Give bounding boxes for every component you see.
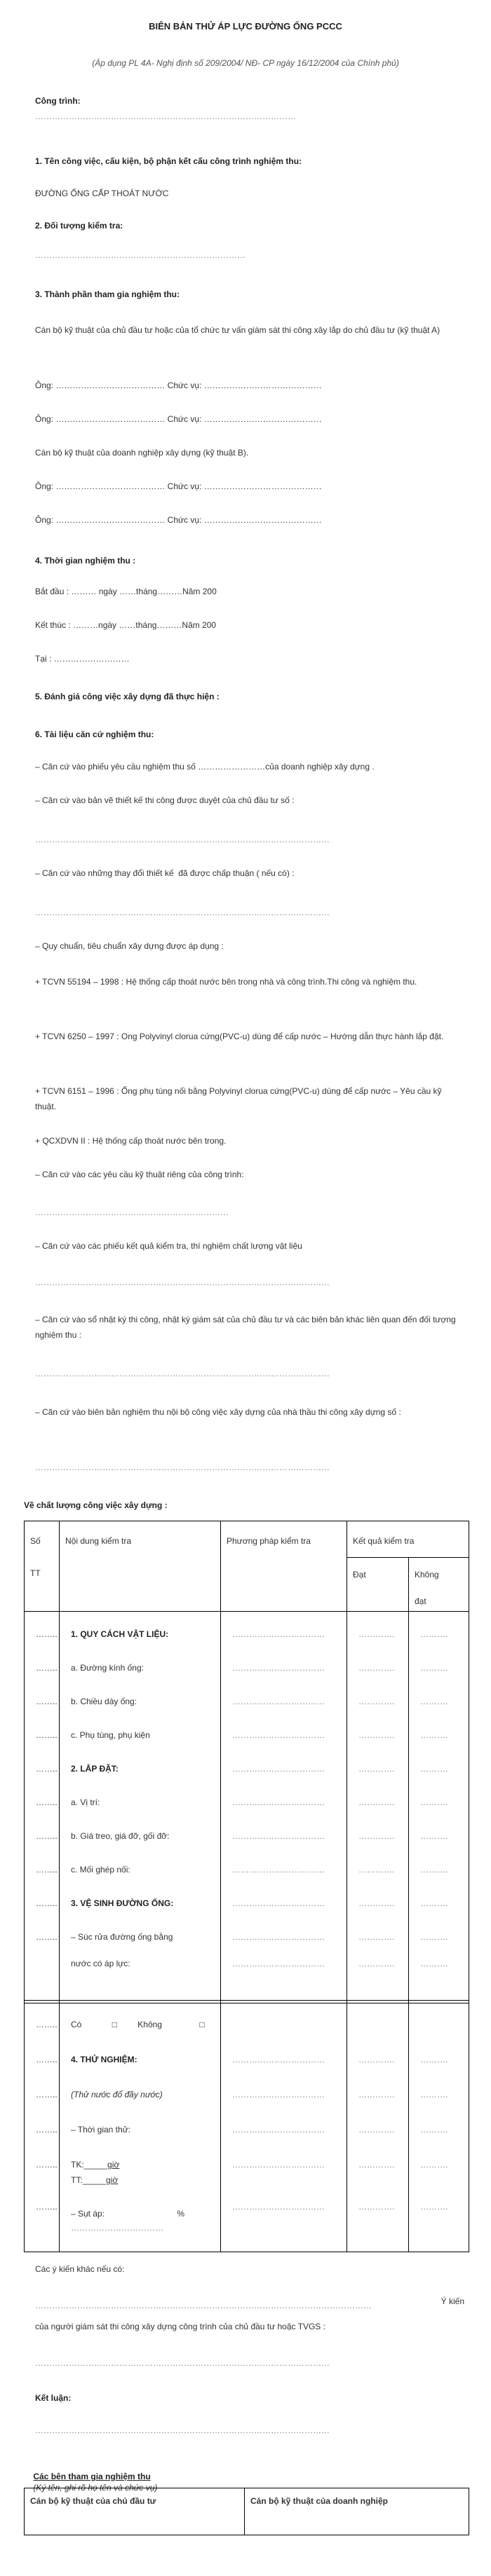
section-6-title: 6. Tài liệu căn cứ nghiệm thu: [35, 729, 154, 739]
section-6-h: – Căn cứ vào biên bản nghiệm thu nội bộ công việc xây dựng của nhà thầu thi công xây dựng số : [35, 1407, 401, 1417]
row-stt: …….. [36, 1663, 58, 1673]
row-dat: …………. [358, 1831, 395, 1841]
t2-kd-4: ………. [420, 2160, 448, 2170]
t2-sut-ap-dots: …………………………… [71, 2223, 163, 2233]
t2-col-kd [409, 2001, 469, 2252]
row-method: …………………………… [232, 1663, 325, 1673]
row-content: a. Đường kính ống: [71, 1663, 144, 1673]
t2-method-1: …………………………… [232, 2055, 325, 2064]
section-2-title: 2. Đối tượng kiểm tra: [35, 221, 123, 231]
t2-khong-label: Không [137, 2020, 162, 2029]
col-kd [409, 1612, 469, 2003]
ket-luan-label: Kết luận: [35, 2393, 72, 2403]
t2-sut-ap-label: – Sụt áp: [71, 2209, 105, 2219]
t2-dat-5: …………. [358, 2202, 395, 2212]
t2-dat-1: …………. [358, 2055, 395, 2064]
t2-stt-4: …….. [36, 2125, 58, 2135]
t2-tk [71, 2159, 215, 2170]
row-content: c. Phụ tùng, phụ kiện [71, 1730, 150, 1740]
t2-kd-1: ………. [420, 2055, 448, 2064]
header-method: Phương pháp kiểm tra [221, 1521, 347, 1612]
section-6-c-dots: …………………………………………………………………………………………… [35, 907, 330, 917]
t2-pct: % [177, 2209, 185, 2219]
section-4-title: 4. Thời gian nghiệm thu : [35, 556, 136, 566]
section-6-g: – Căn cứ vào sổ nhật ký thi công, nhật ký giám sát của chủ đầu tư và các biên bản khác liên quan đến đối tượng nghiệm thu : [35, 1315, 459, 1340]
row-dat: …………. [358, 1629, 395, 1639]
row-kd: ………. [420, 1865, 448, 1875]
t2-col-method [221, 2001, 347, 2252]
cong-trinh-label: Công trình: [35, 96, 81, 106]
t2-tk-blank: _____ [83, 2160, 108, 2170]
section-3-b: Cán bộ kỹ thuật của doanh nghiệp xây dựng (kỹ thuật B). [35, 448, 249, 458]
row-method: …………………………… [232, 1797, 325, 1807]
other-opinion-dots: ………………………………………………………………………………………………………… [35, 2301, 372, 2310]
section-6-d: – Quy chuẩn, tiêu chuẩn xây dựng được áp dụng : [35, 941, 224, 951]
t2-thu-nuoc: (Thử nước đổ đầy nước) [71, 2090, 163, 2099]
row-method: …………………………… [232, 1730, 325, 1740]
header-stt-2: TT [30, 1568, 41, 1578]
row-method: …………………………… [232, 1959, 325, 1968]
section-4-tai: Tại : ……………………… [35, 654, 130, 664]
t2-stt-5: …….. [36, 2160, 58, 2170]
row-dat: …………. [358, 1764, 395, 1774]
row-stt: …….. [36, 1797, 58, 1807]
row-stt: …….. [36, 1932, 58, 1942]
t2-s4-title: 4. THỬ NGHIỆM: [71, 2055, 137, 2064]
t2-kd-3: ………. [420, 2125, 448, 2135]
section-3-ong-2: Ông: ………………………………… Chức vụ: …………………………………… [35, 414, 322, 424]
row-content: b. Giá treo, giá đỡ, gối đỡ: [71, 1831, 170, 1841]
row-method: …………………………… [232, 1629, 325, 1639]
t2-col-content [60, 2001, 221, 2252]
section-4-end: Kết thúc : ………ngày ……tháng………Năm 200 [35, 620, 217, 630]
t2-stt-6: …….. [36, 2202, 58, 2212]
section-6-d4: + QCXDVN II : Hệ thống cấp thoát nước bên trong. [35, 1136, 227, 1146]
test-table [24, 2000, 469, 2252]
section-6-a: – Căn cứ vào phiếu yêu cầu nghiệm thu số ……………………của doanh nghiệp xây dựng . [35, 762, 375, 772]
t2-method-4: …………………………… [232, 2160, 325, 2170]
section-6-f: – Căn cứ vào các phiếu kết quả kiểm tra, thí nghiệm chất lượng vật liệu [35, 1241, 302, 1251]
row-content: 3. VỆ SINH ĐƯỜNG ỐNG: [71, 1898, 174, 1908]
section-6-d3: + TCVN 6151 – 1996 : Ống phụ tùng nối bằng Polyvinyl clorua cứng(PVC-u) dùng để cấp nước – Yêu cầu kỹ thuật. [35, 1086, 444, 1111]
row-content: c. Mối ghép nối: [71, 1865, 130, 1875]
col-dat [347, 1612, 409, 2003]
t2-method-3: …………………………… [232, 2125, 325, 2135]
row-stt: …….. [36, 1629, 58, 1639]
t2-tt-label: TT: [71, 2175, 83, 2185]
t2-tt-unit: giờ [106, 2175, 119, 2185]
t2-thoi-gian: – Thời gian thử: [71, 2125, 131, 2135]
t2-dat-2: …………. [358, 2090, 395, 2099]
quality-title: Về chất lượng công việc xây dựng : [24, 1500, 168, 1510]
row-stt: …….. [36, 1865, 58, 1875]
header-stt-1: Số [30, 1536, 41, 1546]
col-stt [25, 1612, 60, 2003]
row-method: …………………………… [232, 1697, 325, 1706]
col-content [60, 1612, 221, 2003]
header-khong: Không [415, 1570, 439, 1580]
document-subtitle: (Áp dụng PL 4A- Nghị định số 209/2004/ NĐ- CP ngày 16/12/2004 của Chính phủ) [92, 58, 399, 68]
row-method: …………………………… [232, 1764, 325, 1774]
header-dat-2: đạt [415, 1596, 426, 1606]
row-method: …………………………… [232, 1898, 325, 1908]
t2-tt-blank: _____ [82, 2175, 107, 2185]
row-stt: …….. [36, 1730, 58, 1740]
row-method: …………………………… [232, 1932, 325, 1942]
t2-dat-4: …………. [358, 2160, 395, 2170]
section-6-b: – Căn cứ vào bản vẽ thiết kế thi công được duyệt của chủ đầu tư số : [35, 795, 295, 805]
row-stt: …….. [36, 1831, 58, 1841]
row-content: – Súc rửa đường ống bằng [71, 1932, 173, 1942]
section-3-ong-3: Ông: ………………………………… Chức vụ: …………………………………… [35, 481, 322, 491]
section-6-d2: + TCVN 6250 – 1997 : Ong Polyvinyl clorua cứng(PVC-u) dùng để cấp nước – Hướng dẫn thực hành lắp đặt. [35, 1032, 444, 1041]
t2-co-checkbox[interactable]: □ [112, 2020, 117, 2029]
t2-tk-unit: giờ [107, 2160, 120, 2170]
row-content: 2. LẮP ĐẶT: [71, 1764, 119, 1774]
section-6-d1: + TCVN 55194 – 1998 : Hệ thống cấp thoát nước bên trong nhà và công trình.Thi công và nghiệm thu. [35, 977, 417, 987]
signature-table [24, 2488, 469, 2535]
row-kd: ………. [420, 1663, 448, 1673]
section-6-f-dots: …………………………………………………………………………………………… [35, 1277, 330, 1287]
t2-co-khong [71, 2019, 215, 2030]
document-title: BIÊN BẢN THỬ ÁP LỰC ĐƯỜNG ỐNG PCCC [149, 21, 342, 32]
row-kd: ………. [420, 1932, 448, 1942]
row-dat: …………. [358, 1898, 395, 1908]
section-2-dots: ………………………………………………………………… [35, 250, 246, 260]
row-kd: ………. [420, 1730, 448, 1740]
section-6-g-dots: …………………………………………………………………………………………… [35, 1369, 330, 1378]
row-kd: ………. [420, 1797, 448, 1807]
t2-co-label: Có [71, 2020, 82, 2029]
section-1-title: 1. Tên công việc, cấu kiện, bộ phận kết cấu công trình nghiệm thu: [35, 156, 302, 166]
section-6-h-dots: …………………………………………………………………………………………… [35, 1462, 330, 1472]
section-4-start: Bắt đầu : ……… ngày ……tháng………Năm 200 [35, 587, 217, 596]
section-5-title: 5. Đánh giá công việc xây dựng đã thực hiện : [35, 692, 220, 701]
row-stt: …….. [36, 1898, 58, 1908]
row-dat: …………. [358, 1932, 395, 1942]
header-khong-dat [409, 1558, 469, 1612]
row-dat: …………. [358, 1663, 395, 1673]
header-stt [25, 1521, 60, 1612]
t2-col-stt [25, 2001, 60, 2252]
t2-stt-1: …….. [36, 2020, 58, 2029]
section-6-e-dots: …………………………………………………………… [35, 1207, 229, 1217]
row-stt: …….. [36, 1697, 58, 1706]
row-kd: ………. [420, 1959, 448, 1968]
sign-a: Cán bộ kỹ thuật của chủ đầu tư [25, 2488, 245, 2535]
other-opinion-label: Các ý kiến khác nếu có: [35, 2264, 125, 2274]
t2-dat-3: …………. [358, 2125, 395, 2135]
row-dat: …………. [358, 1730, 395, 1740]
cong-trinh-dots: ………………………………………………………………………………… [35, 111, 296, 121]
row-content: nước có áp lực: [71, 1959, 130, 1968]
row-stt: …….. [36, 1764, 58, 1774]
t2-kd-2: ………. [420, 2090, 448, 2099]
section-3-a: Cán bộ kỹ thuật của chủ đầu tư hoặc của tổ chức tư vấn giám sát thi công xây lắp do chủ đầu tư (kỹ thuật A) [35, 325, 440, 335]
t2-stt-2: …….. [36, 2055, 58, 2064]
quality-table [24, 1521, 469, 2003]
row-dat: …………. [358, 1865, 395, 1875]
header-content: Nội dung kiểm tra [60, 1521, 221, 1612]
header-dat: Đạt [347, 1558, 409, 1612]
section-3-ong-4: Ông: ………………………………… Chức vụ: …………………………………… [35, 515, 322, 525]
row-dat: …………. [358, 1959, 395, 1968]
row-dat: …………. [358, 1797, 395, 1807]
y-kien-label: Ý kiến [440, 2296, 464, 2306]
row-method: …………………………… [232, 1865, 325, 1875]
t2-khong-checkbox[interactable]: □ [199, 2020, 205, 2029]
section-3-ong-1: Ông: ………………………………… Chức vụ: …………………………………… [35, 381, 322, 390]
row-kd: ………. [420, 1629, 448, 1639]
row-content: 1. QUY CÁCH VẬT LIỆU: [71, 1629, 169, 1639]
t2-tt [71, 2174, 215, 2186]
header-result: Kết quả kiểm tra [347, 1521, 469, 1558]
section-3-title: 3. Thành phần tham gia nghiệm thu: [35, 289, 180, 299]
col-method [221, 1612, 347, 2003]
t2-sut-ap [71, 2208, 215, 2219]
row-kd: ………. [420, 1764, 448, 1774]
t2-tk-label: TK: [71, 2160, 84, 2170]
row-method: …………………………… [232, 1831, 325, 1841]
row-kd: ………. [420, 1898, 448, 1908]
giam-sat-label: của người giám sát thi công xây dựng công trình của chủ đầu tư hoặc TVGS : [35, 2322, 325, 2331]
section-6-b-dots: …………………………………………………………………………………………… [35, 835, 330, 844]
ket-luan-dots: …………………………………………………………………………………………… [35, 2425, 330, 2435]
t2-stt-3: …….. [36, 2090, 58, 2099]
t2-method-2: …………………………… [232, 2090, 325, 2099]
giam-sat-dots: …………………………………………………………………………………………… [35, 2358, 330, 2368]
sign-note: (Ký tên, ghi rõ họ tên và chức vụ) [33, 2483, 158, 2493]
sign-b: Cán bộ kỹ thuật của doanh nghiệp [245, 2488, 469, 2535]
section-1-value: ĐƯỜNG ỐNG CẤP THOÁT NƯỚC [35, 189, 169, 198]
sign-title: Các bên tham gia nghiệm thu [33, 2472, 151, 2481]
section-6-c: – Căn cứ vào những thay đổi thiết kế đã được chấp thuận ( nếu có) : [35, 868, 295, 878]
row-dat: …………. [358, 1697, 395, 1706]
t2-method-5: …………………………… [232, 2202, 325, 2212]
section-6-e: – Căn cứ vào các yêu cầu kỹ thuật riêng của công trình: [35, 1170, 244, 1179]
t2-col-dat [347, 2001, 409, 2252]
row-content: b. Chiều dày ống: [71, 1697, 137, 1706]
row-content: a. Vị trí: [71, 1797, 100, 1807]
row-kd: ………. [420, 1831, 448, 1841]
row-kd: ………. [420, 1697, 448, 1706]
t2-kd-5: ………. [420, 2202, 448, 2212]
